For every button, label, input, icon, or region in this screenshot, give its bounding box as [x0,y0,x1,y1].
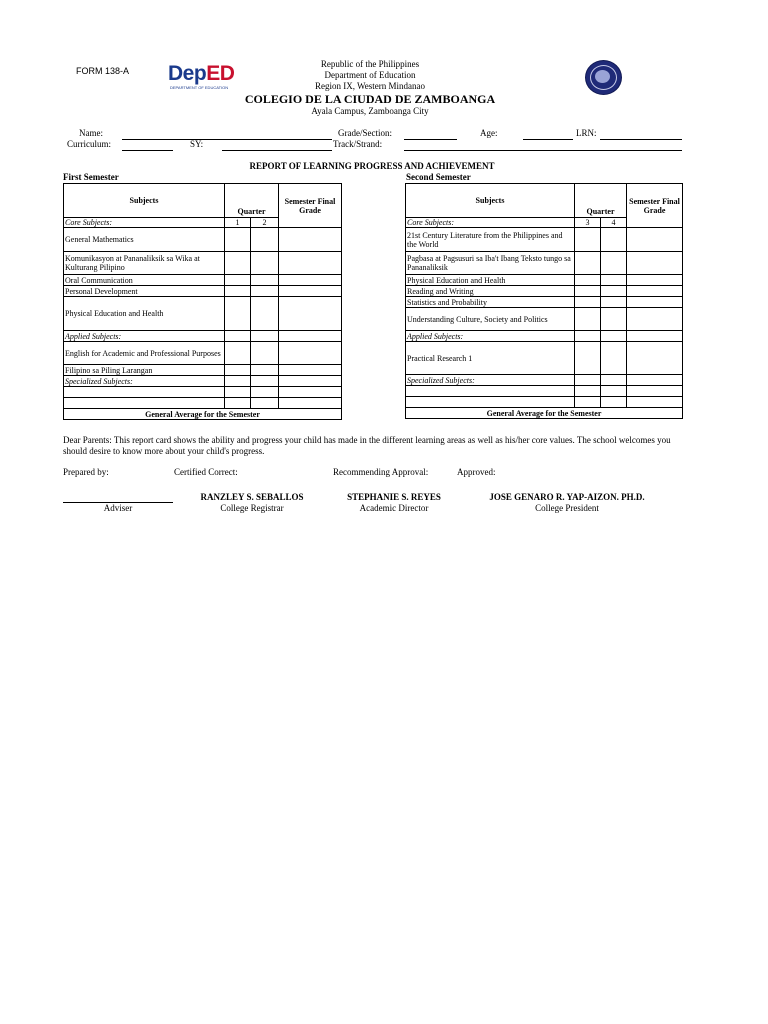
subject-cell: Filipino sa Piling Larangan [64,365,225,376]
table-row [406,286,683,297]
curriculum-field[interactable] [122,150,173,151]
adviser-role: Adviser [103,503,133,513]
general-average-label: General Average for the Semester [64,409,342,420]
sy-label: SY: [190,139,204,149]
subject-cell: Pagbasa at Pagsusuri sa Iba't Ibang Teksto tungo sa Pananaliksik [406,252,575,275]
table-row [406,342,683,375]
report-title: REPORT OF LEARNING PROGRESS AND ACHIEVEMENT [249,161,495,171]
header-line-department: Department of Education [324,70,416,80]
applied-subjects-label: Applied Subjects: [406,331,575,342]
second-semester-title: Second Semester [406,172,471,182]
campus-name: Ayala Campus, Zamboanga City [311,106,429,116]
lrn-field[interactable] [600,139,682,140]
president-name: JOSE GENARO R. YAP-AIZON. PH.D. [489,492,645,502]
director-name: STEPHANIE S. REYES [347,492,441,502]
lrn-label: LRN: [576,128,597,138]
core-subjects-label: Core Subjects: [406,218,575,228]
registrar-name: RANZLEY S. SEBALLOS [200,492,304,502]
deped-logo: DepED DEPARTMENT OF EDUCATION [168,62,235,90]
core-subjects-label: Core Subjects: [64,218,225,228]
first-semester-table [63,183,342,420]
certified-correct-label: Certified Correct: [174,467,238,477]
track-strand-label: Track/Strand: [333,139,383,149]
subject-cell: Reading and Writing [406,286,575,297]
table-row [64,286,342,297]
subject-cell: Personal Development [64,286,225,297]
first-semester-title: First Semester [63,172,119,182]
subject-cell: Practical Research 1 [406,342,575,375]
quarter-1-label: 1 [225,218,251,228]
grade-section-field[interactable] [404,139,457,140]
school-name: COLEGIO DE LA CIUDAD DE ZAMBOANGA [244,92,496,106]
track-strand-field[interactable] [404,150,682,151]
approved-label: Approved: [457,467,496,477]
name-field[interactable] [122,139,332,140]
table-row [64,252,342,275]
quarter-4-label: 4 [601,218,627,228]
table-row [406,275,683,286]
subject-cell: Oral Communication [64,275,225,286]
sy-field[interactable] [222,150,332,151]
name-label: Name: [79,128,103,138]
quarter-header: Quarter [575,184,627,218]
final-grade-header: Semester Final Grade [627,184,683,228]
director-role: Academic Director [359,503,429,513]
applied-subjects-label: Applied Subjects: [64,331,225,342]
subject-cell: 21st Century Literature from the Philippines and the World [406,228,575,252]
quarter-header: Quarter [225,184,279,218]
recommending-approval-label: Recommending Approval: [333,467,429,477]
table-row [64,365,342,376]
header-line-region: Region IX, Western Mindanao [314,81,426,91]
grade-section-label: Grade/Section: [338,128,392,138]
table-row [406,297,683,308]
age-field[interactable] [523,139,573,140]
table-row [406,228,683,252]
form-code: FORM 138-A [76,66,130,76]
subject-cell: Understanding Culture, Society and Politics [406,308,575,331]
subject-cell: Statistics and Probability [406,297,575,308]
subject-cell: Komunikasyon at Pananaliksik sa Wika at Kulturang Pilipino [64,252,225,275]
subject-cell: General Mathematics [64,228,225,252]
specialized-subjects-label: Specialized Subjects: [406,375,575,386]
quarter-3-label: 3 [575,218,601,228]
deped-tagline: DEPARTMENT OF EDUCATION [170,85,229,90]
table-row [406,252,683,275]
quarter-2-label: 2 [251,218,279,228]
subject-cell: English for Academic and Professional Purposes [64,342,225,365]
table-row [64,275,342,286]
table-row [64,297,342,331]
subject-cell: Physical Education and Health [64,297,225,331]
president-role: College President [535,503,599,513]
specialized-subjects-label: Specialized Subjects: [64,376,225,387]
general-average-label: General Average for the Semester [406,408,683,419]
table-row [64,342,342,365]
curriculum-label: Curriculum: [67,139,111,149]
age-label: Age: [480,128,498,138]
header-line-republic: Republic of the Philippines [320,59,420,69]
final-grade-header: Semester Final Grade [279,184,342,228]
second-semester-table [405,183,683,419]
table-row [406,308,683,331]
subjects-header: Subjects [64,184,225,218]
school-seal-icon [585,60,622,95]
subjects-header: Subjects [406,184,575,218]
prepared-by-label: Prepared by: [63,467,109,477]
parents-note: Dear Parents: This report card shows the ability and progress your child has made in the different learning areas as well as his/her core values. The school welcomes you should desire to know more about your child's progress. [63,435,671,456]
table-row [64,228,342,252]
subject-cell: Physical Education and Health [406,275,575,286]
registrar-role: College Registrar [220,503,284,513]
